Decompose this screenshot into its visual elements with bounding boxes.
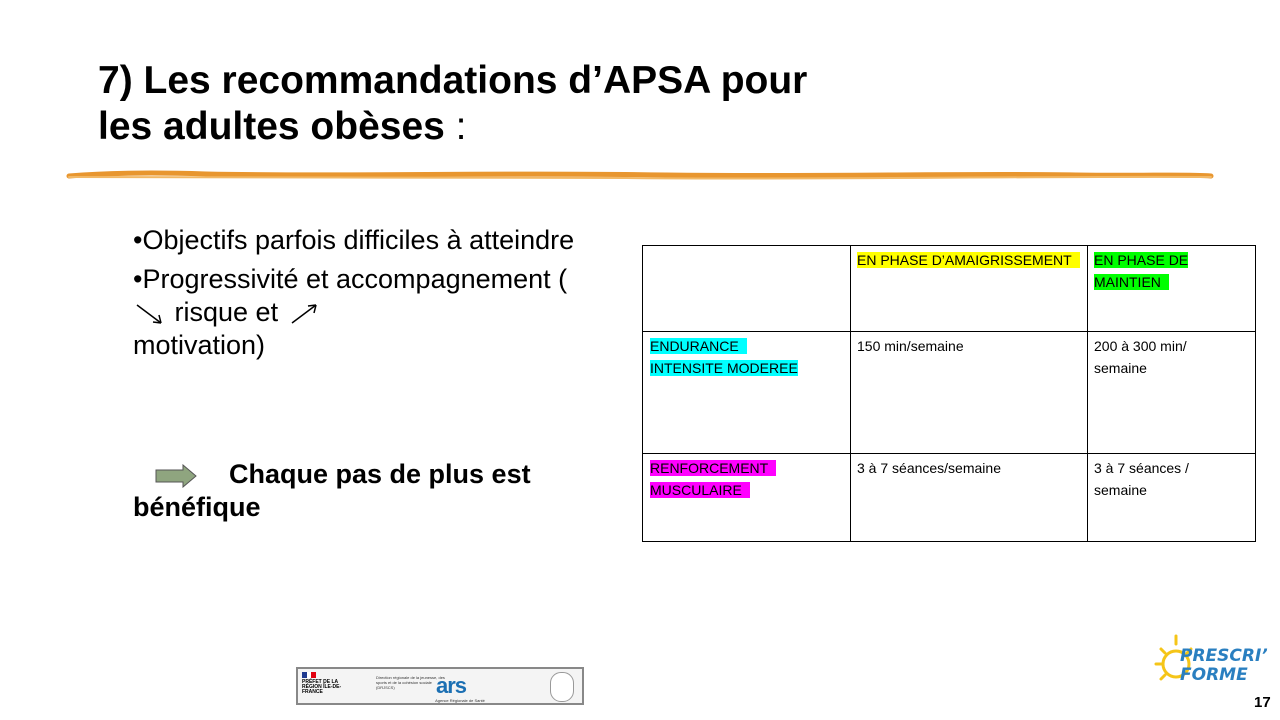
french-flag-icon [302,672,316,678]
arrow-up-right-icon [286,301,320,327]
cell-renforcement-maintien: 3 à 7 séances / semaine [1088,454,1256,542]
emphasis-text: Chaque pas de plus est bénéfique [133,459,531,522]
header-phase-maintien [1088,246,1256,332]
header-phase-maintien-label: EN PHASE DE MAINTIEN [1094,252,1189,290]
partner-logos-banner [296,667,584,705]
drjscs-text: Direction régionale de la jeunesse, des sports et de la cohésion sociale (DRJSCS) [376,675,445,690]
slide-title [98,58,998,150]
bullet-list [133,224,583,368]
arrow-down-right-icon [133,301,167,327]
emphasis-statement [133,458,603,524]
prefet-logo: PRÉFET DE LA RÉGION ÎLE-DE-FRANCE [302,672,342,695]
title-underline [66,168,1216,182]
row-label-endurance: ENDURANCE INTENSITE MODEREE [643,332,851,454]
header-phase-amaigrissement [851,246,1088,332]
cell-endurance-maintien: 200 à 300 min/ semaine [1088,332,1256,454]
bullet-progressivite-text1: •Progressivité et accompagnement ( [133,264,568,294]
bullet-objectifs: •Objectifs parfois difficiles à atteindre [133,225,575,255]
recommendations-table [642,245,1256,542]
table-header-row [643,246,1256,332]
slide-title-colon: : [444,105,467,148]
page-number: 17 [1254,694,1271,711]
slide-title-line1: 7) Les recommandations d’APSA pour [98,59,808,102]
header-phase-amaigrissement-label: EN PHASE D’AMAIGRISSEMENT [857,252,1080,268]
ars-subtitle: Agence Régionale de Santé [435,698,485,703]
bullet-progressivite-text3: motivation) [133,330,266,360]
ars-logo: ars [436,673,467,698]
table-row-renforcement [643,454,1256,542]
cell-renforcement-amaigrissement: 3 à 7 séances/semaine [851,454,1088,542]
emblem-icon [550,672,574,702]
row-label-renforcement: RENFORCEMENT MUSCULAIRE [643,454,851,542]
arrow-right-icon [155,464,197,488]
bullet-progressivite [133,263,583,362]
prescriforme-wordmark: PRESCRI’ FORME [1180,646,1268,685]
cell-endurance-amaigrissement: 150 min/semaine [851,332,1088,454]
table-row-endurance [643,332,1256,454]
bullet-progressivite-text2: risque et [174,297,279,327]
slide-title-line2: les adultes obèses [98,105,445,148]
table-corner-cell [643,246,851,332]
